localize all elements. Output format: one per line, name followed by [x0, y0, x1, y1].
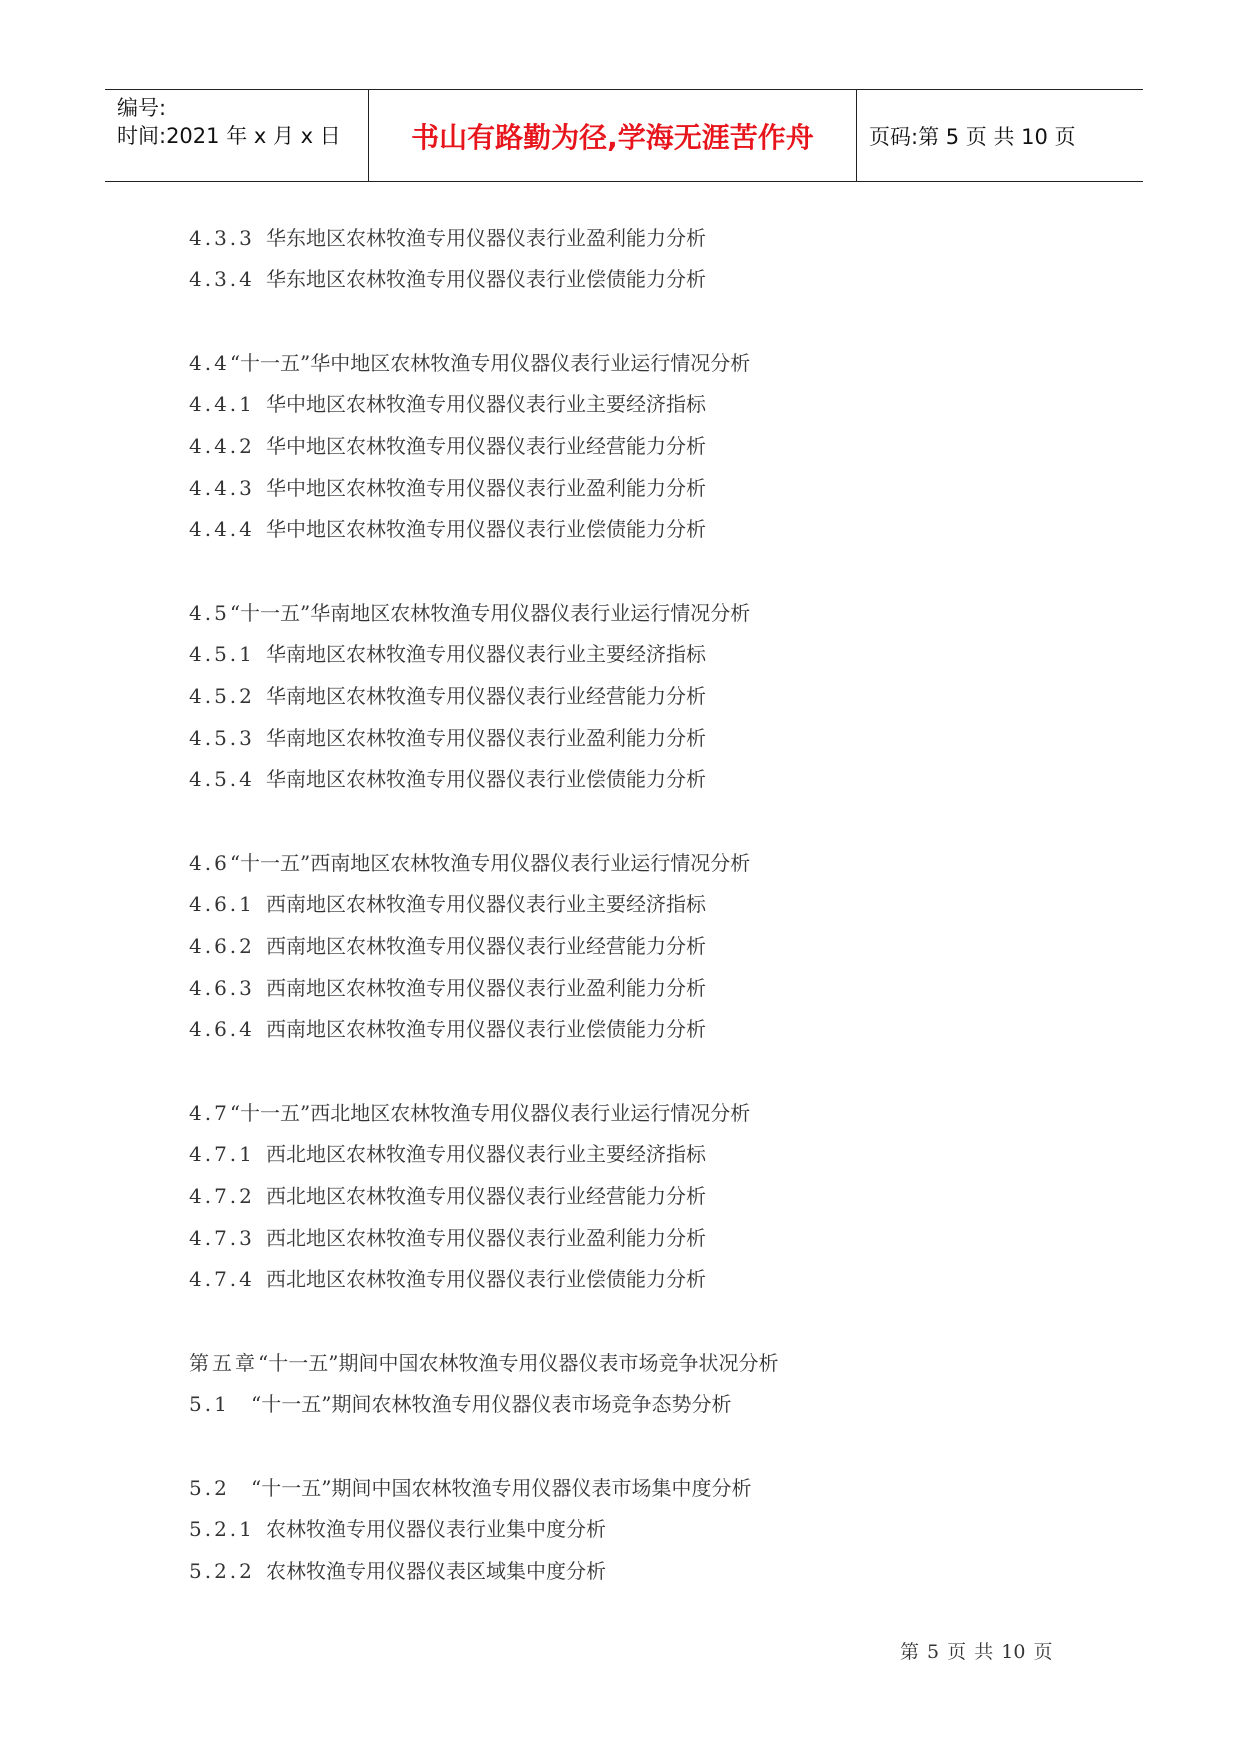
toc-entry-number: 4.6.2	[189, 934, 255, 958]
toc-entry	[189, 1225, 706, 1251]
toc-section-heading	[189, 850, 750, 876]
toc-entry-number: 4.4.1	[189, 392, 255, 416]
toc-chapter-heading	[189, 1350, 778, 1376]
document-number-label: 编号:	[117, 96, 167, 120]
toc-entry-number: 5.2.2	[189, 1559, 255, 1583]
toc-entry-number: 4.4	[189, 351, 230, 375]
toc-entry	[189, 475, 706, 501]
toc-entry	[189, 891, 706, 917]
header-meta	[105, 90, 369, 181]
toc-entry-text: 华东地区农林牧渔专用仪器仪表行业偿债能力分析	[266, 267, 706, 291]
toc-entry-number: 5.2.1	[189, 1517, 255, 1541]
toc-entry-number: 4.3.4	[189, 267, 255, 291]
toc-entry	[189, 1266, 706, 1292]
toc-section-heading	[189, 1475, 751, 1501]
toc-entry	[189, 1183, 706, 1209]
toc-entry-number: 5.2	[189, 1476, 230, 1500]
toc-entry	[189, 266, 706, 292]
toc-entry	[189, 975, 706, 1001]
toc-entry	[189, 1391, 731, 1417]
toc-entry-text: 西北地区农林牧渔专用仪器仪表行业主要经济指标	[266, 1142, 706, 1166]
toc-entry-number: 第五章	[189, 1351, 258, 1375]
toc-entry	[189, 766, 706, 792]
toc-entry	[189, 683, 706, 709]
toc-entry-text: 华南地区农林牧渔专用仪器仪表行业盈利能力分析	[266, 726, 706, 750]
toc-entry-text: 华南地区农林牧渔专用仪器仪表行业主要经济指标	[266, 642, 706, 666]
toc-entry	[189, 933, 706, 959]
toc-entry-text: “十一五”华南地区农林牧渔专用仪器仪表行业运行情况分析	[229, 601, 751, 625]
toc-entry	[189, 1558, 606, 1584]
header-page-code: 页码:第 5 页 共 10 页	[869, 124, 1076, 149]
toc-entry	[189, 391, 706, 417]
toc-entry-text: “十一五”西北地区农林牧渔专用仪器仪表行业运行情况分析	[229, 1101, 751, 1125]
toc-entry-text: 华中地区农林牧渔专用仪器仪表行业经营能力分析	[266, 434, 706, 458]
toc-entry-number: 5.1	[189, 1392, 230, 1416]
toc-entry-text: 华南地区农林牧渔专用仪器仪表行业经营能力分析	[266, 684, 706, 708]
toc-entry-text: 华东地区农林牧渔专用仪器仪表行业盈利能力分析	[266, 226, 706, 250]
toc-entry	[189, 725, 706, 751]
toc-entry-number: 4.7.4	[189, 1267, 255, 1291]
toc-section-heading	[189, 350, 750, 376]
toc-entry-number: 4.5.3	[189, 726, 255, 750]
toc-entry	[189, 1141, 706, 1167]
toc-entry-number: 4.7	[189, 1101, 230, 1125]
page-header	[105, 89, 1143, 182]
toc-entry-number: 4.6.1	[189, 892, 255, 916]
toc-entry-text: 华南地区农林牧渔专用仪器仪表行业偿债能力分析	[266, 767, 706, 791]
toc-entry-text: 华中地区农林牧渔专用仪器仪表行业盈利能力分析	[266, 476, 706, 500]
toc-entry	[189, 225, 706, 251]
toc-entry-text: “十一五”期间中国农林牧渔专用仪器仪表市场竞争状况分析	[258, 1351, 779, 1375]
toc-entry-text: 华中地区农林牧渔专用仪器仪表行业主要经济指标	[266, 392, 706, 416]
toc-entry-text: 西南地区农林牧渔专用仪器仪表行业盈利能力分析	[266, 976, 706, 1000]
header-motto: 书山有路勤为径,学海无涯苦作舟	[369, 90, 857, 181]
toc-entry-number: 4.3.3	[189, 226, 255, 250]
toc-entry	[189, 1016, 706, 1042]
toc-entry-text: 西南地区农林牧渔专用仪器仪表行业经营能力分析	[266, 934, 706, 958]
toc-entry-text: 西北地区农林牧渔专用仪器仪表行业盈利能力分析	[266, 1226, 706, 1250]
toc-entry-number: 4.4.4	[189, 517, 255, 541]
toc-entry-text: 华中地区农林牧渔专用仪器仪表行业偿债能力分析	[266, 517, 706, 541]
page-footer-number: 第 5 页 共 10 页	[900, 1641, 1053, 1663]
toc-entry	[189, 641, 706, 667]
toc-entry-text: “十一五”西南地区农林牧渔专用仪器仪表行业运行情况分析	[229, 851, 751, 875]
toc-entry-number: 4.4.2	[189, 434, 255, 458]
toc-entry-text: “十一五”期间农林牧渔专用仪器仪表市场竞争态势分析	[251, 1392, 732, 1416]
toc-entry-text: 农林牧渔专用仪器仪表区域集中度分析	[266, 1559, 606, 1583]
toc-entry-text: 西南地区农林牧渔专用仪器仪表行业偿债能力分析	[266, 1017, 706, 1041]
toc-entry-text: 西北地区农林牧渔专用仪器仪表行业经营能力分析	[266, 1184, 706, 1208]
toc-entry-number: 4.6.4	[189, 1017, 255, 1041]
toc-entry	[189, 1516, 606, 1542]
toc-entry-number: 4.7.1	[189, 1142, 255, 1166]
toc-section-heading	[189, 1100, 750, 1126]
toc-entry-number: 4.5.1	[189, 642, 255, 666]
toc-entry-number: 4.7.3	[189, 1226, 255, 1250]
toc-entry-number: 4.7.2	[189, 1184, 255, 1208]
toc-entry-text: 西北地区农林牧渔专用仪器仪表行业偿债能力分析	[266, 1267, 706, 1291]
toc-entry-text: 农林牧渔专用仪器仪表行业集中度分析	[266, 1517, 606, 1541]
toc-entry-number: 4.4.3	[189, 476, 255, 500]
toc-entry	[189, 433, 706, 459]
toc-entry-number: 4.5	[189, 601, 230, 625]
toc-entry-number: 4.5.4	[189, 767, 255, 791]
toc-section-heading	[189, 600, 750, 626]
toc-entry-text: “十一五”华中地区农林牧渔专用仪器仪表行业运行情况分析	[229, 351, 751, 375]
toc-entry-number: 4.5.2	[189, 684, 255, 708]
toc-entry	[189, 516, 706, 542]
toc-entry-number: 4.6	[189, 851, 230, 875]
toc-entry-text: 西南地区农林牧渔专用仪器仪表行业主要经济指标	[266, 892, 706, 916]
toc-entry-number: 4.6.3	[189, 976, 255, 1000]
toc-entry-text: “十一五”期间中国农林牧渔专用仪器仪表市场集中度分析	[251, 1476, 752, 1500]
document-time-label: 时间:2021 年 x 月 x 日	[117, 124, 341, 148]
